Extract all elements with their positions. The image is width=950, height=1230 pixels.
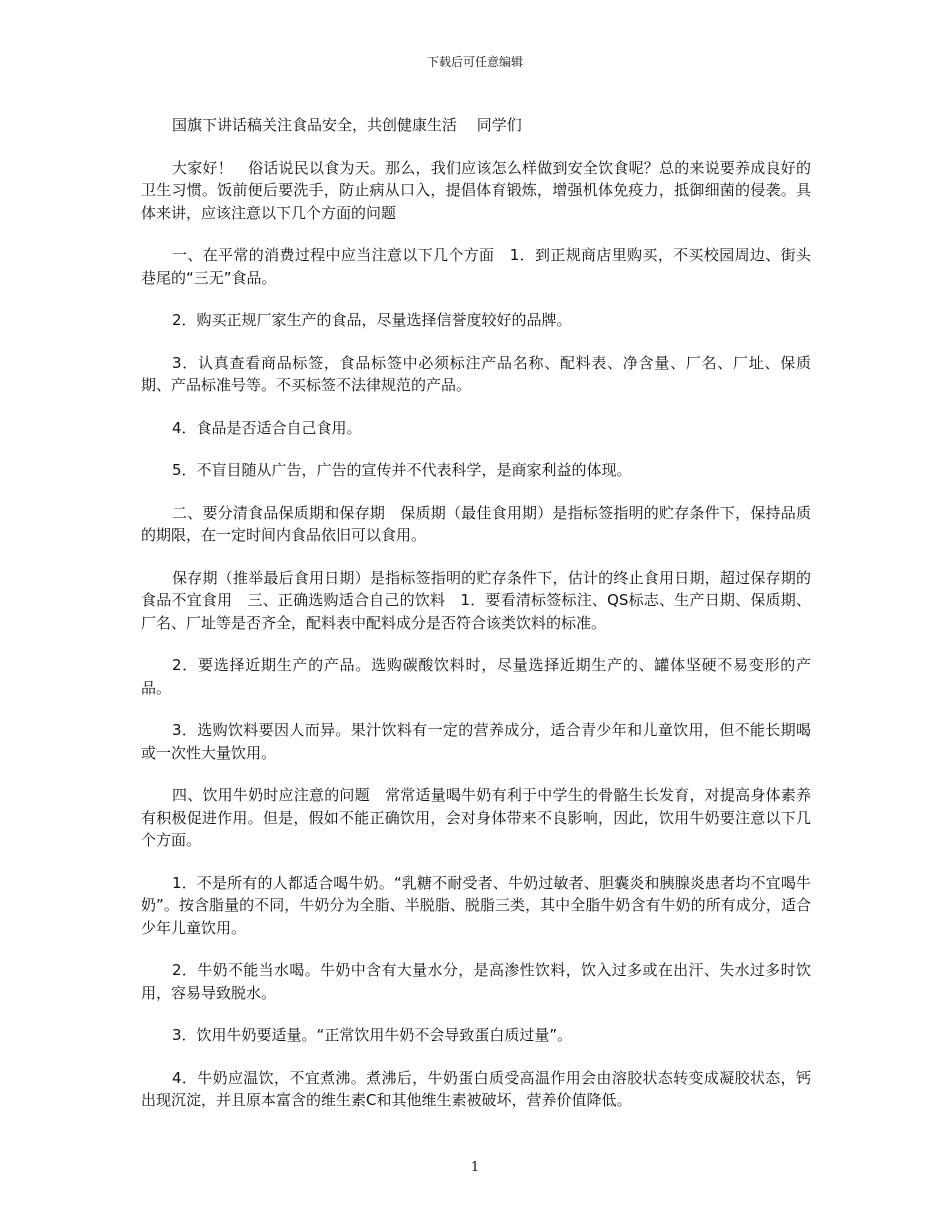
paragraph-item-4-4: 4．牛奶应温饮，不宜煮沸。煮沸后，牛奶蛋白质受高温作用会由溶胶状态转变成凝胶状态，钙出现沉淀，并且原本富含的维生素C和其他维生素被破坏，营养价值降低。 — [141, 1068, 811, 1109]
paragraph-item-1-4: 4．食品是否适合自己食用。 — [172, 418, 362, 437]
paragraph-item-1-2: 2．购买正规厂家生产的食品，尽量选择信誉度较好的品牌。 — [172, 311, 572, 329]
page-number: 1 — [470, 1160, 480, 1175]
paragraph-item-1-3: 3．认真查看商品标签，食品标签中必须标注产品名称、配料表、净含量、厂名、厂址、保质期、产品标准号等。不买标签不法律规范的产品。 — [141, 353, 811, 394]
paragraph-item-4-3: 3．饮用牛奶要适量。“正常饮用牛奶不会导致蛋白质过量”。 — [172, 1026, 573, 1044]
paragraph-section-3: 保存期（推举最后食用日期）是指标签指明的贮存条件下，估计的终止食用日期，超过保存期的食品不宜食用 三、正确选购适合自己的饮料 1．要看清标签标注、QS标志、生产日期、保质期、厂名、厂址等是否齐全，配料表中配料成分是否符合该类饮料的标准。 — [141, 568, 811, 632]
paragraph-intro: 大家好！ 俗话说民以食为天。那么，我们应该怎么样做到安全饮食呢？总的来说要养成良好的卫生习惯。饭前便后要洗手，防止病从口入，提倡体育锻炼，增强机体免疫力，抵御细菌的侵袭。具体来讲，应该注意以下几个方面的问题 — [141, 158, 811, 222]
paragraph-section-4: 四、饮用牛奶时应注意的问题 常常适量喝牛奶有利于中学生的骨骼生长发育，对提高身体素养有积极促进作用。但是，假如不能正确饮用，会对身体带来不良影响，因此，饮用牛奶要注意以下几个方面。 — [141, 786, 811, 849]
paragraph-section-2: 二、要分清食品保质期和保存期 保质期（最佳食用期）是指标签指明的贮存条件下，保持品质的期限，在一定时间内食品依旧可以食用。 — [141, 503, 811, 544]
paragraph-item-1-5: 5．不盲目随从广告，广告的宣传并不代表科学，是商家利益的体现。 — [172, 461, 632, 479]
paragraph-item-4-2: 2．牛奶不能当水喝。牛奶中含有大量水分，是高渗性饮料，饮入过多或在出汗、失水过多时饮用，容易导致脱水。 — [141, 961, 811, 1002]
paragraph-section-1: 一、在平常的消费过程中应当注意以下几个方面 1．到正规商店里购买，不买校园周边、街头巷尾的“三无”食品。 — [141, 246, 811, 287]
speech-title: 国旗下讲话稿关注食品安全，共创健康生活 同学们 — [172, 116, 522, 134]
document-body — [141, 114, 811, 1132]
paragraph-item-3-3: 3．选购饮料要因人而异。果汁饮料有一定的营养成分，适合青少年和儿童饮用，但不能长期喝或一次性大量饮用。 — [141, 721, 811, 762]
paragraph-item-3-2: 2．要选择近期生产的产品。选购碳酸饮料时，尽量选择近期生产的、罐体坚硬不易变形的产品。 — [141, 656, 811, 697]
page-header: 下载后可任意编辑 — [426, 55, 523, 69]
paragraph-item-4-1: 1．不是所有的人都适合喝牛奶。“乳糖不耐受者、牛奶过敏者、胆囊炎和胰腺炎患者均不宜喝牛奶”。按含脂量的不同，牛奶分为全脂、半脱脂、脱脂三类，其中全脂牛奶含有牛奶的所有成分，适合少年儿童饮用。 — [141, 873, 811, 937]
